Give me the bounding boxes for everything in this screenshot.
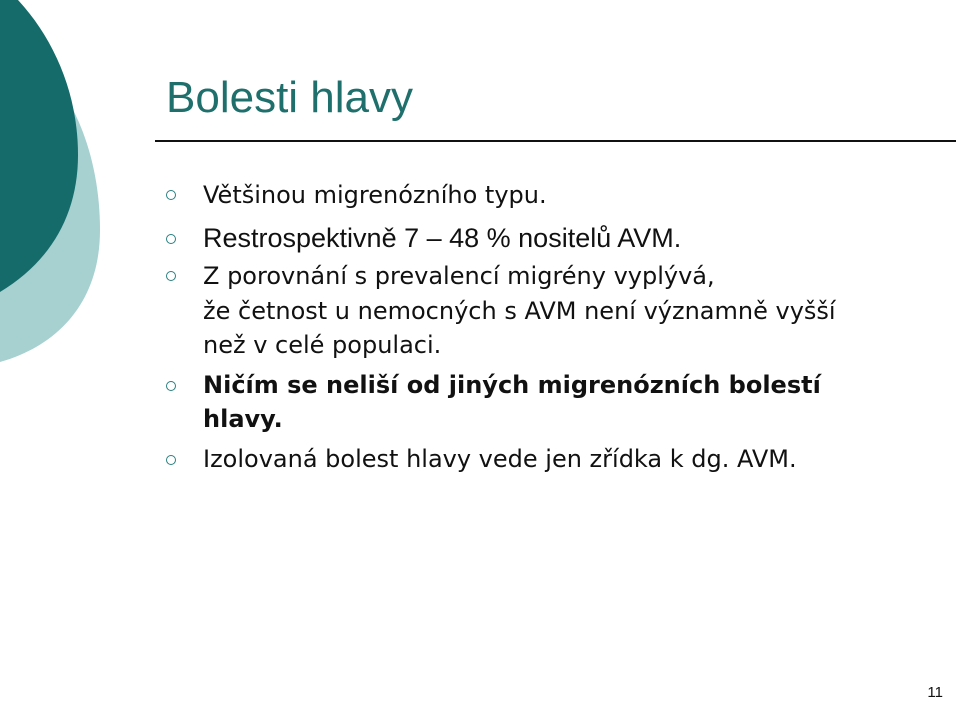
bullet-ring-icon xyxy=(166,234,176,244)
bullet-ring-icon xyxy=(166,381,176,391)
bullet-item-line: Z porovnání s prevalencí migrény vyplývá, xyxy=(203,262,715,290)
bullet-ring-icon xyxy=(166,271,176,281)
bullet-ring-icon xyxy=(166,190,176,200)
bullet-item: Většinou migrenózního typu. xyxy=(203,181,547,209)
slide-title: Bolesti hlavy xyxy=(166,73,414,122)
bullet-item-line: než v celé populaci. xyxy=(203,331,442,359)
bullet-item-line: Ničím se neliší od jiných migrenózních bolestí xyxy=(203,371,821,399)
title-divider xyxy=(155,140,956,142)
bullet-ring-icon xyxy=(166,455,176,465)
bullet-item: Izolovaná bolest hlavy vede jen zřídka k dg. AVM. xyxy=(203,445,797,473)
decorative-shapes xyxy=(0,0,110,370)
bullet-item: Restrospektivně 7 – 48 % nositelů AVM. xyxy=(203,223,682,253)
bullet-item-line: že četnost u nemocných s AVM není významně vyšší xyxy=(203,297,836,325)
page-number: 11 xyxy=(927,684,943,701)
bullet-item-line: hlavy. xyxy=(203,405,283,433)
